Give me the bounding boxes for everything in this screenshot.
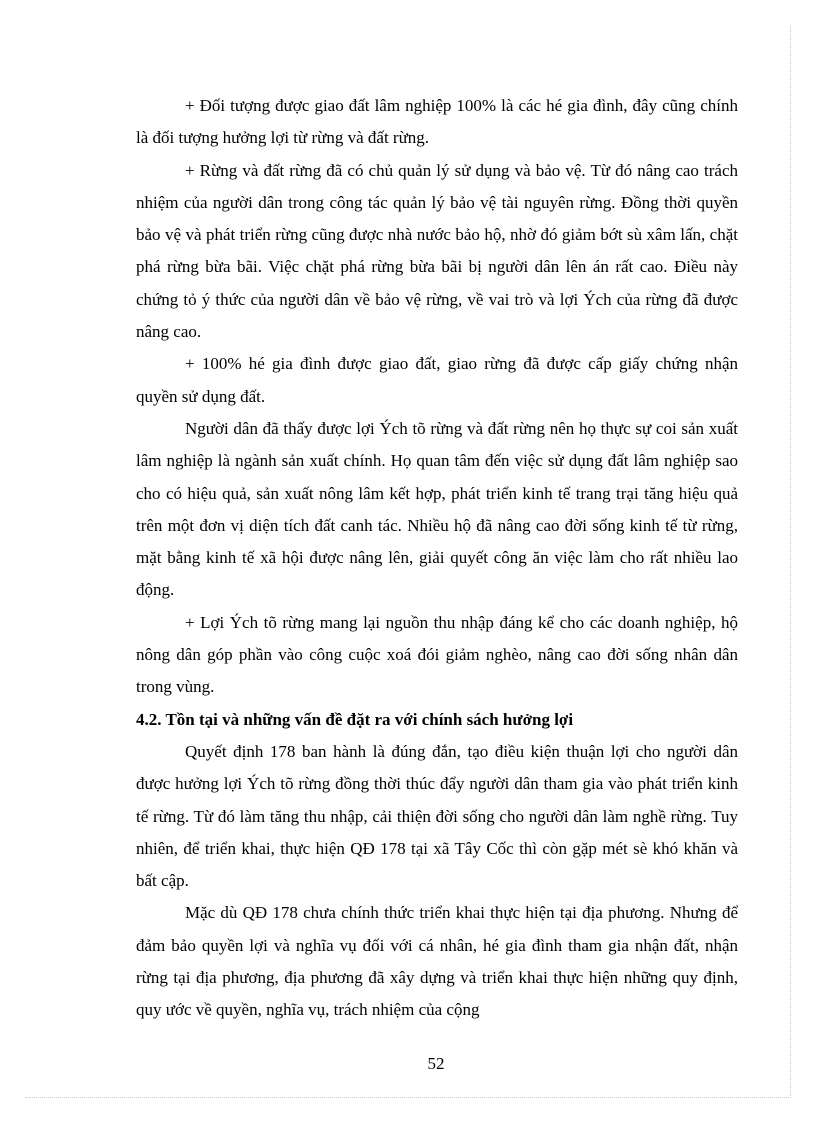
paragraph-land-certificates: + 100% hé gia đình được giao đất, giao rừng đã được cấp giấy chứng nhận quyền sử dụng đất. [136,354,738,406]
page-number: 52 [427,1054,445,1073]
paragraph-forestry-production: Người dân đã thấy được lợi Ých tõ rừng và đất rừng nên họ thực sự coi sản xuất lâm nghiệp là ngành sản xuất chính. Họ quan tâm đến việc sử dụng đất lâm nghiệp sao cho có hiệu quả, sản xuất nông lâm kết hợp, phát triển kinh tế trang trại tăng hiệu quả trên một đơn vị diện tích đất canh tác. Nhiều hộ đã nâng cao đời sống kinh tế từ rừng, mặt bằng kinh tế xã hội được nâng lên, giải quyết công ăn việc làm cho rất nhiều lao động. [136,418,738,600]
paragraph-income-benefits: + Lợi Ých tõ rừng mang lại nguồn thu nhập đáng kể cho các doanh nghiệp, hộ nông dân góp phần vào công cuộc xoá đói giảm nghèo, nâng cao đời sống nhân dân trong vùng. [136,612,738,697]
paragraph-forest-management: + Rừng và đất rừng đã có chủ quản lý sử dụng và bảo vệ. Từ đó nâng cao trách nhiệm của người dân trong công tác quản lý bảo vệ tài nguyên rừng. Đồng thời quyền bảo vệ và phát triển rừng cũng được nhà nước bảo hộ, nhờ đó giảm bớt sù xâm lấn, chặt phá rừng bừa bãi. Việc chặt phá rừng bừa bãi bị người dân lên án rất cao. Điều này chứng tỏ ý thức của người dân về bảo vệ rừng, về vai trò và lợi Ých của rừng đã được nâng cao. [136,160,738,342]
paragraph-decision-178: Quyết định 178 ban hành là đúng đắn, tạo điều kiện thuận lợi cho người dân được hưởng lợi Ých tõ rừng đồng thời thúc đẩy người dân tham gia vào phát triển kinh tế rừng. Từ đó làm tăng thu nhập, cải thiện đời sống cho người dân làm nghề rừng. Tuy nhiên, để triển khai, thực hiện QĐ 178 tại xã Tây Cốc thì còn gặp mét sè khó khăn và bất cập. [136,741,738,891]
section-heading: 4.2. Tồn tại và những vấn đề đặt ra với chính sách hưởng lợi [136,709,574,729]
paragraph-local-regulations: Mặc dù QĐ 178 chưa chính thức triển khai thực hiện tại địa phương. Nhưng để đảm bảo quyền lợi và nghĩa vụ đối với cá nhân, hé gia đình tham gia nhận đất, nhận rừng tại địa phương, địa phương đã xây dựng và triển khai thực hiện những quy định, quy ước về quyền, nghĩa vụ, trách nhiệm của cộng [136,903,738,1020]
document-body [136,90,738,1027]
paragraph-beneficiary-households: + Đối tượng được giao đất lâm nghiệp 100% là các hé gia đình, đây cũng chính là đối tượng hưởng lợi từ rừng và đất rừng. [136,96,738,148]
